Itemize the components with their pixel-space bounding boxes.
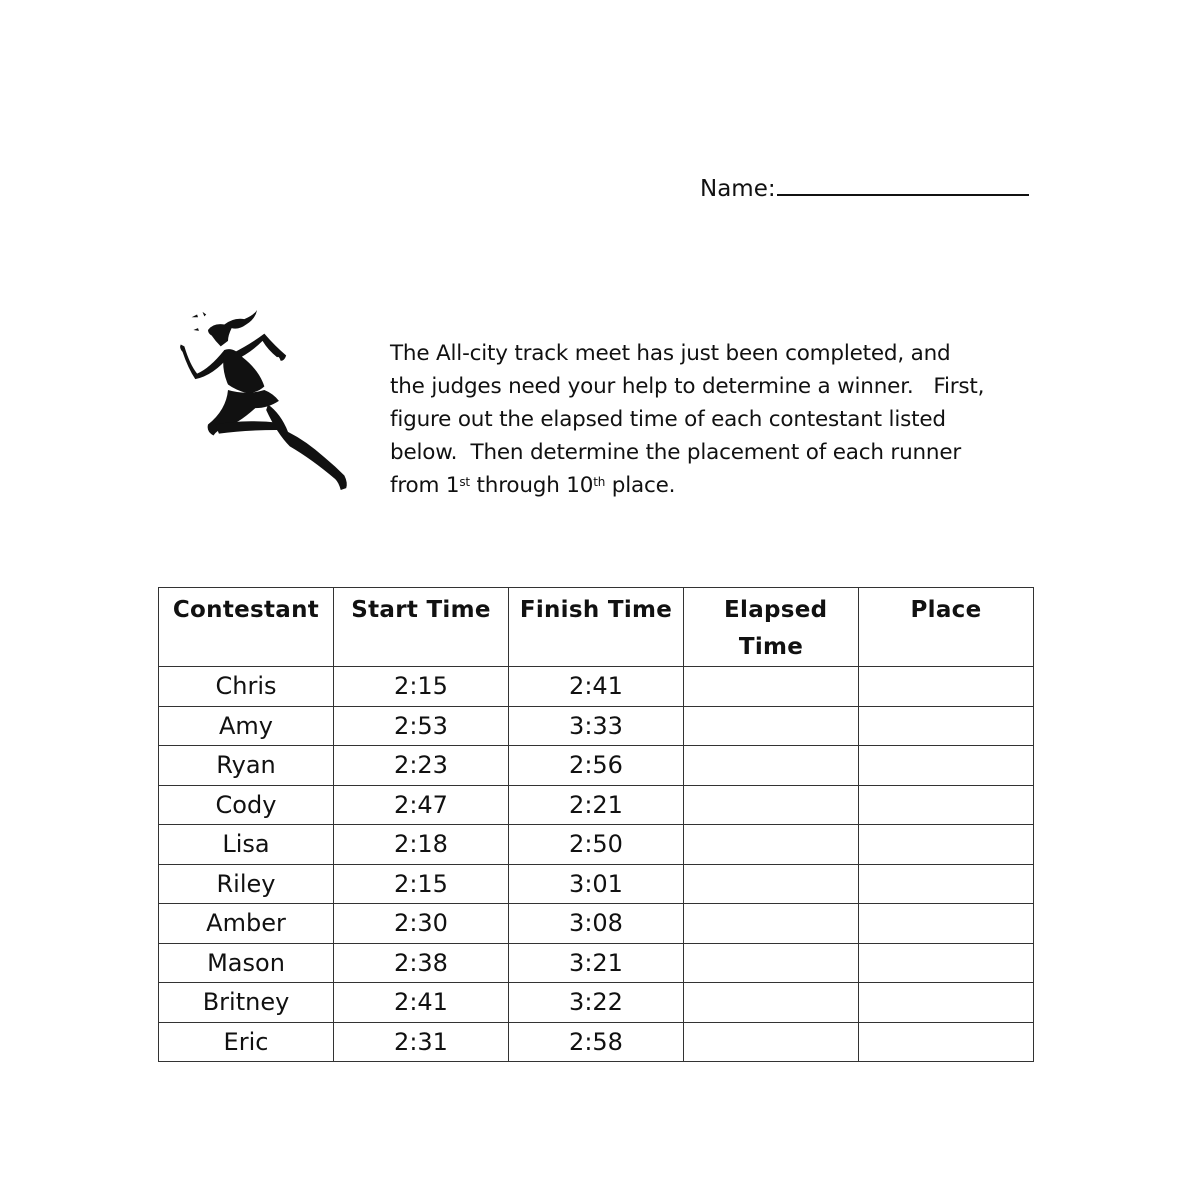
header-contestant: Contestant (159, 588, 334, 667)
cell-contestant: Amy (159, 706, 334, 746)
cell-place[interactable] (859, 864, 1034, 904)
running-woman-icon (168, 300, 368, 500)
cell-finish-time: 2:21 (509, 785, 684, 825)
instructions-line: figure out the elapsed time of each contestant listed (390, 407, 946, 432)
text-fragment: place. (605, 473, 676, 498)
cell-place[interactable] (859, 667, 1034, 707)
cell-place[interactable] (859, 904, 1034, 944)
name-label: Name: (700, 176, 776, 202)
instructions-line: the judges need your help to determine a winner. First, (390, 374, 985, 399)
cell-start-time: 2:31 (334, 1022, 509, 1062)
cell-elapsed-time[interactable] (684, 983, 859, 1023)
cell-place[interactable] (859, 983, 1034, 1023)
ordinal-suffix: st (459, 475, 470, 489)
cell-elapsed-time[interactable] (684, 825, 859, 865)
cell-elapsed-time[interactable] (684, 746, 859, 786)
text-fragment: through 10 (469, 473, 594, 498)
table-row (159, 706, 1034, 746)
cell-elapsed-time[interactable] (684, 785, 859, 825)
cell-start-time: 2:53 (334, 706, 509, 746)
cell-finish-time: 3:33 (509, 706, 684, 746)
cell-start-time: 2:30 (334, 904, 509, 944)
cell-start-time: 2:15 (334, 667, 509, 707)
cell-place[interactable] (859, 1022, 1034, 1062)
cell-contestant: Eric (159, 1022, 334, 1062)
cell-finish-time: 3:22 (509, 983, 684, 1023)
cell-elapsed-time[interactable] (684, 706, 859, 746)
cell-contestant: Chris (159, 667, 334, 707)
cell-place[interactable] (859, 943, 1034, 983)
cell-finish-time: 3:08 (509, 904, 684, 944)
table-row (159, 746, 1034, 786)
cell-start-time: 2:47 (334, 785, 509, 825)
cell-place[interactable] (859, 825, 1034, 865)
table-row (159, 983, 1034, 1023)
cell-finish-time: 2:56 (509, 746, 684, 786)
instructions-line: below. Then determine the placement of each runner (390, 440, 962, 465)
cell-contestant: Amber (159, 904, 334, 944)
cell-elapsed-time[interactable] (684, 904, 859, 944)
cell-start-time: 2:23 (334, 746, 509, 786)
cell-start-time: 2:38 (334, 943, 509, 983)
table-row (159, 864, 1034, 904)
cell-contestant: Riley (159, 864, 334, 904)
cell-elapsed-time[interactable] (684, 1022, 859, 1062)
table-row (159, 785, 1034, 825)
cell-finish-time: 3:21 (509, 943, 684, 983)
cell-elapsed-time[interactable] (684, 864, 859, 904)
header-finish-time: Finish Time (509, 588, 684, 667)
table-row (159, 1022, 1034, 1062)
cell-place[interactable] (859, 706, 1034, 746)
cell-finish-time: 2:50 (509, 825, 684, 865)
table-row (159, 904, 1034, 944)
cell-place[interactable] (859, 785, 1034, 825)
name-blank-line[interactable] (777, 172, 1029, 196)
table-header-row (159, 588, 1034, 667)
cell-elapsed-time[interactable] (684, 667, 859, 707)
cell-elapsed-time[interactable] (684, 943, 859, 983)
cell-finish-time: 3:01 (509, 864, 684, 904)
header-place: Place (859, 588, 1034, 667)
cell-finish-time: 2:58 (509, 1022, 684, 1062)
cell-start-time: 2:41 (334, 983, 509, 1023)
cell-contestant: Lisa (159, 825, 334, 865)
header-elapsed-time: Elapsed Time (684, 588, 859, 667)
table-row (159, 667, 1034, 707)
instructions-line: The All-city track meet has just been completed, and (390, 341, 951, 366)
cell-start-time: 2:18 (334, 825, 509, 865)
table-row (159, 943, 1034, 983)
instructions-paragraph (390, 337, 1030, 502)
cell-start-time: 2:15 (334, 864, 509, 904)
instructions-line (390, 469, 1030, 502)
cell-contestant: Cody (159, 785, 334, 825)
ordinal-suffix: th (593, 475, 606, 489)
cell-contestant: Britney (159, 983, 334, 1023)
cell-contestant: Mason (159, 943, 334, 983)
cell-contestant: Ryan (159, 746, 334, 786)
text-fragment: from 1 (390, 473, 460, 498)
table-row (159, 825, 1034, 865)
results-table (158, 587, 1034, 1062)
name-field[interactable] (700, 172, 1029, 202)
cell-place[interactable] (859, 746, 1034, 786)
cell-finish-time: 2:41 (509, 667, 684, 707)
header-start-time: Start Time (334, 588, 509, 667)
